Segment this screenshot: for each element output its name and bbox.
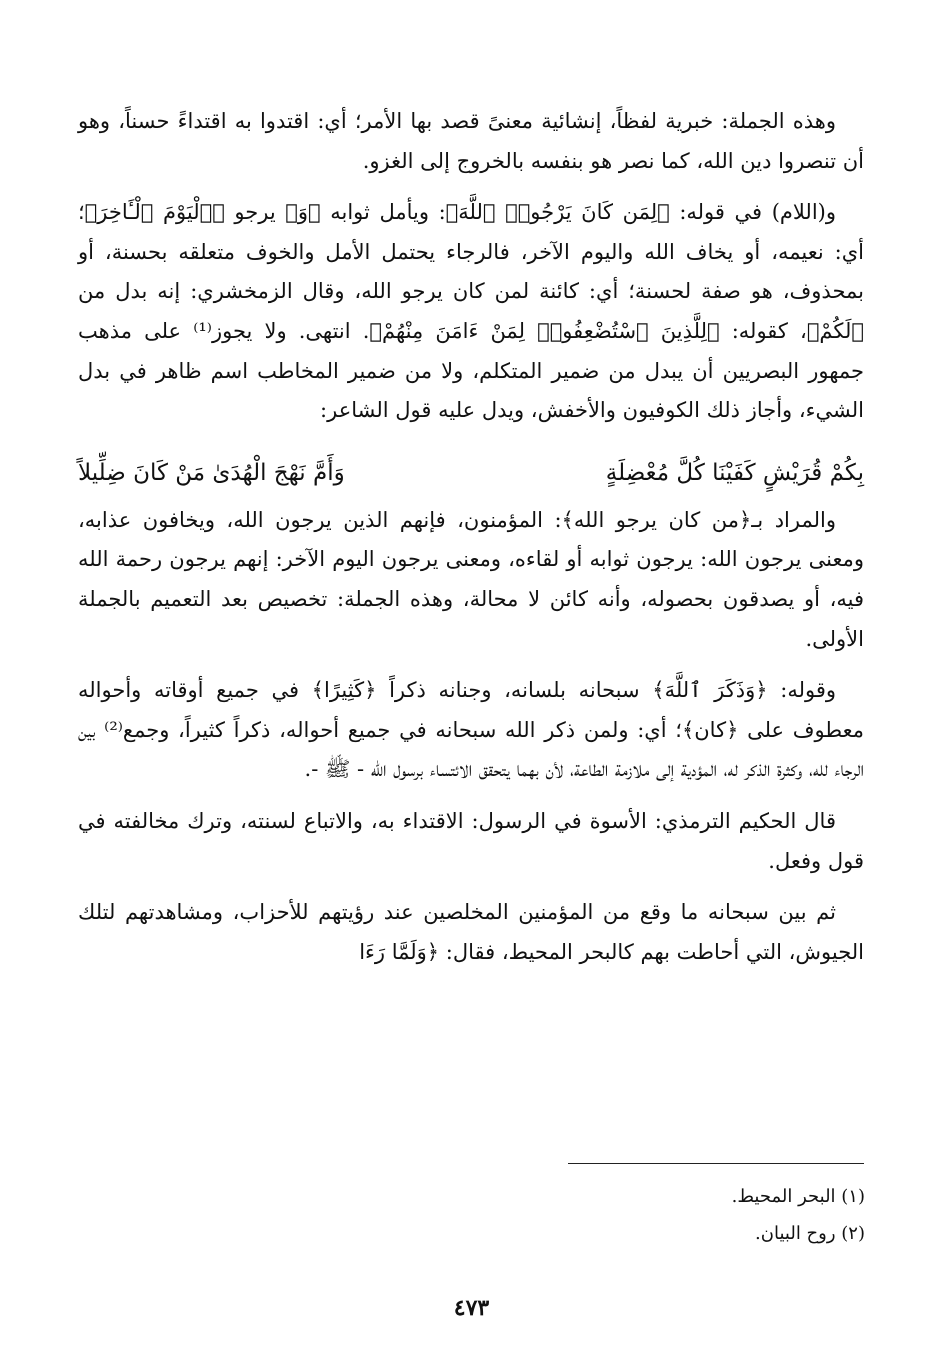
footnote-divider bbox=[568, 1163, 864, 1164]
paragraph: ثم بين سبحانه ما وقع من المؤمنين المخلصين عند رؤيتهم للأحزاب، ومشاهدتهم لتلك الجيوش، التي أحاطت بهم كالبحر المحيط، فقال: ﴿وَلَمَّا رَءَا bbox=[78, 900, 864, 964]
verse-first-hemistich: بِكُمْ قُرَيْشٍ كَفَيْنَا كُلَّ مُعْضِلَةٍ bbox=[605, 459, 864, 486]
main-text bbox=[78, 102, 864, 972]
paragraph: و(اللام) في قوله: ﴿لِمَن كَانَ يَرْجُوا۟ ٱللَّهَ﴾: ويأمل ثوابه ﴿وَ﴾ يرجو ﴿ٱلْيَوْمَ ٱلْـَٔاخِرَ﴾؛ أي: نعيمه، أو يخاف الله واليوم الآخر، فالرجاء يحتمل الأمل والخوف متعلقه بحسنة، أو بمحذوف، هو صفة لحسنة؛ أي: كائنة لمن كان يرجو الله، وقال الزمخشري: إنه بدل من ﴿لَكُمْ﴾، كقوله: ﴿لِلَّذِينَ ٱسْتُضْعِفُوا۟ لِمَنْ ءَامَنَ مِنْهُمْ﴾. انتهى. ولا يجوز⁽¹⁾ على مذهب جمهور البصريين أن يبدل من ضمير المتكلم، ولا من ضمير المخاطب اسم ظاهر في بدل الشيء، وأجاز ذلك الكوفيون والأخفش، ويدل عليه قول الشاعر: bbox=[78, 200, 864, 423]
paragraph: وقوله: ﴿وَذَكَرَ ٱللَّهَ﴾ سبحانه بلسانه، وجنانه ذكراً ﴿كَثِيرًا﴾ في جميع أوقاته وأحواله معطوف على ﴿كان﴾؛ أي: ولمن ذكر الله سبحانه في جميع أحواله، ذكراً كثيراً، وجمع⁽²⁾ بين الرجاء لله، وكثرة الذكر له، المؤدية إلى ملازمة الطاعة، لأن بهما يتحقق الائتساء برسول الله - ﷺ -. bbox=[78, 678, 865, 782]
paragraph: والمراد بـ﴿من كان يرجو الله﴾: المؤمنون، فإنهم الذين يرجون الله، ويخافون عذابه، ومعنى يرجون الله: يرجون ثوابه أو لقاءه، ومعنى يرجون اليوم الآخر: إنهم يرجون رحمة الله فيه، أو يصدقون بحصوله، وأنه كائن لا محالة، وهذه الجملة: تخصيص بعد التعميم بالجملة الأولى. bbox=[78, 507, 864, 651]
paragraph: وهذه الجملة: خبرية لفظاً، إنشائية معنىً قصد بها الأمر؛ أي: اقتدوا به اقتداءً حسناً، وهو أن تنصروا دين الله، كما نصر هو بنفسه بالخروج إلى الغزو. bbox=[78, 109, 864, 173]
poetry-verse bbox=[78, 453, 864, 493]
footnote: (٢) روح البيان. bbox=[755, 1223, 865, 1244]
paragraph: قال الحكيم الترمذي: الأسوة في الرسول: الاقتداء به، والاتباع لسنته، وترك مخالفته في قول وفعل. bbox=[78, 808, 864, 873]
verse-second-hemistich: وَأَمَّ نَهْجَ الْهُدَىٰ مَنْ كَانَ ضِلِّيلاً bbox=[78, 459, 345, 486]
footnote: (١) البحر المحيط. bbox=[731, 1186, 865, 1207]
page-number: ٤٧٣ bbox=[453, 1295, 490, 1321]
footnotes bbox=[365, 1178, 865, 1252]
